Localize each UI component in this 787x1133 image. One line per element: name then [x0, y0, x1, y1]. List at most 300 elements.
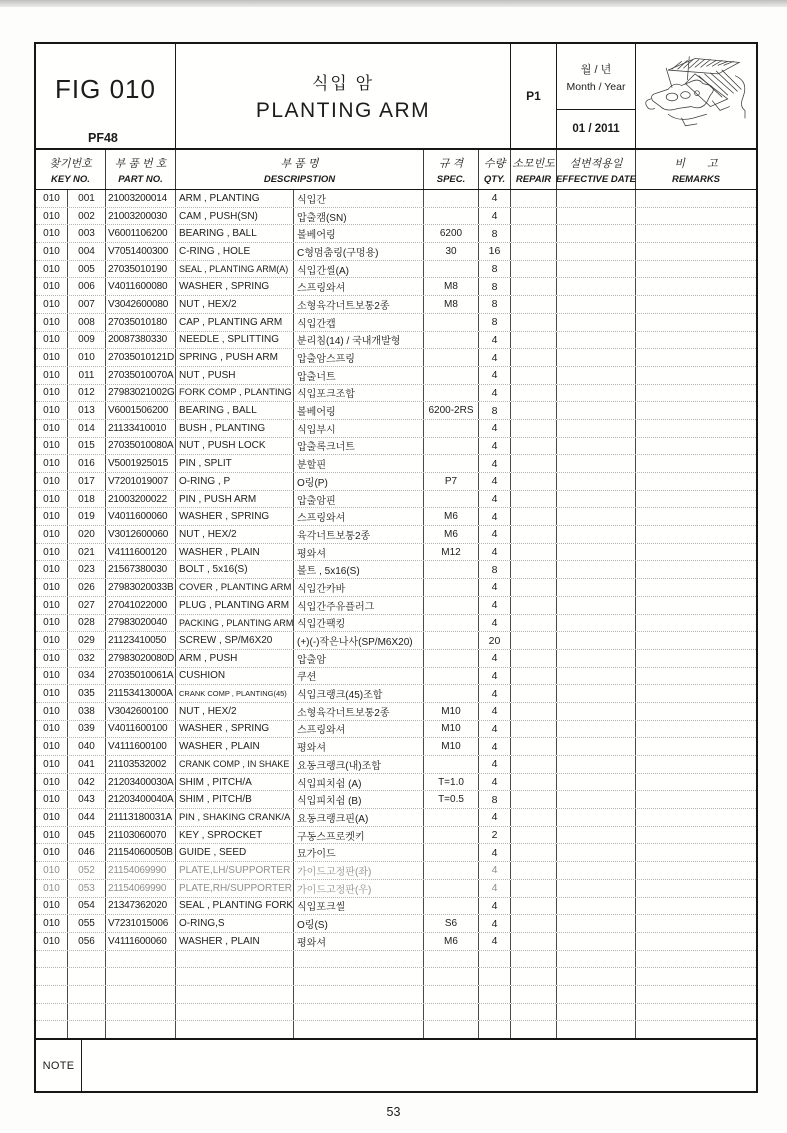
repair-cell [511, 526, 557, 543]
qty-cell: 8 [479, 314, 511, 331]
qty-cell: 4 [479, 933, 511, 950]
qty-cell [479, 968, 511, 985]
description-kr-cell: 요동크랭크(내)조합 [294, 756, 424, 773]
remarks-cell [636, 1004, 756, 1021]
table-row [36, 332, 756, 350]
part-no-cell: 21133410010 [106, 420, 176, 437]
key-fig-cell [36, 951, 68, 968]
title-block [36, 44, 756, 150]
col-spec-kr: 규 격 [438, 157, 464, 170]
col-repair-kr: 소모빈도 [512, 157, 555, 170]
key-no-cell: 004 [68, 243, 106, 260]
effective-date-cell [557, 508, 636, 525]
table-row [36, 261, 756, 279]
qty-cell: 4 [479, 898, 511, 915]
part-no-cell [106, 1004, 176, 1021]
part-no-cell: V4011600060 [106, 508, 176, 525]
part-no-cell [106, 951, 176, 968]
repair-cell [511, 951, 557, 968]
effective-date-cell [557, 561, 636, 578]
remarks-cell [636, 243, 756, 260]
repair-cell [511, 703, 557, 720]
spec-cell [424, 827, 479, 844]
col-qty-en: QTY. [483, 173, 506, 185]
description-en-cell: WASHER , PLAIN [176, 738, 294, 755]
repair-cell [511, 827, 557, 844]
qty-cell: 4 [479, 438, 511, 455]
repair-cell [511, 615, 557, 632]
spec-cell [424, 261, 479, 278]
key-fig-cell: 010 [36, 420, 68, 437]
title-cell [176, 44, 511, 148]
key-no-cell: 038 [68, 703, 106, 720]
description-kr-cell [294, 1004, 424, 1021]
key-no-cell: 026 [68, 579, 106, 596]
part-no-cell: 27983020080D [106, 650, 176, 667]
part-no-cell: 21203400040A [106, 791, 176, 808]
key-no-cell: 015 [68, 438, 106, 455]
key-no-cell: 043 [68, 791, 106, 808]
description-kr-cell: 압출너트 [294, 367, 424, 384]
description-kr-cell: 식입간주유플러그 [294, 597, 424, 614]
remarks-cell [636, 526, 756, 543]
spec-cell [424, 190, 479, 207]
part-no-cell: 21567380030 [106, 561, 176, 578]
qty-cell: 4 [479, 491, 511, 508]
effective-date-cell [557, 774, 636, 791]
table-row [36, 579, 756, 597]
qty-cell: 4 [479, 385, 511, 402]
page-title-english: PLANTING ARM [255, 99, 431, 122]
description-kr-cell: 식입간씰(A) [294, 261, 424, 278]
repair-cell [511, 314, 557, 331]
effective-date-cell [557, 332, 636, 349]
table-row [36, 898, 756, 916]
effective-date-cell [557, 632, 636, 649]
month-year-label-en: Month / Year [566, 80, 626, 93]
table-row [36, 526, 756, 544]
remarks-cell [636, 915, 756, 932]
remarks-cell [636, 208, 756, 225]
part-no-cell: V4111600060 [106, 933, 176, 950]
table-row [36, 685, 756, 703]
remarks-cell [636, 473, 756, 490]
spec-cell [424, 420, 479, 437]
description-kr-cell: 분리침(14) / 국내개발형 [294, 332, 424, 349]
qty-cell: 4 [479, 367, 511, 384]
repair-cell [511, 738, 557, 755]
spec-cell: M10 [424, 703, 479, 720]
remarks-cell [636, 491, 756, 508]
table-row [36, 473, 756, 491]
repair-cell [511, 809, 557, 826]
table-row [36, 438, 756, 456]
col-eff-en: EFFECTIVE DATE [555, 173, 637, 185]
qty-cell: 4 [479, 615, 511, 632]
table-row [36, 756, 756, 774]
part-no-cell: 27035010121D [106, 349, 176, 366]
description-en-cell: CUSHION [176, 668, 294, 685]
description-en-cell: PIN , SPLIT [176, 455, 294, 472]
description-en-cell: WASHER , PLAIN [176, 933, 294, 950]
table-row [36, 738, 756, 756]
description-en-cell: PLUG , PLANTING ARM [176, 597, 294, 614]
effective-date-cell [557, 225, 636, 242]
repair-cell [511, 544, 557, 561]
remarks-cell [636, 438, 756, 455]
remarks-cell [636, 190, 756, 207]
part-no-cell: V7231015006 [106, 915, 176, 932]
repair-cell [511, 455, 557, 472]
description-en-cell: BEARING , BALL [176, 225, 294, 242]
qty-cell: 4 [479, 190, 511, 207]
description-kr-cell: 식입부시 [294, 420, 424, 437]
remarks-cell [636, 986, 756, 1003]
description-kr-cell: 평와셔 [294, 544, 424, 561]
qty-cell: 4 [479, 809, 511, 826]
qty-cell: 4 [479, 455, 511, 472]
remarks-cell [636, 261, 756, 278]
repair-cell [511, 968, 557, 985]
table-row [36, 544, 756, 562]
remarks-cell [636, 703, 756, 720]
repair-cell [511, 438, 557, 455]
part-no-cell: 21003200030 [106, 208, 176, 225]
key-no-cell: 034 [68, 668, 106, 685]
repair-cell [511, 225, 557, 242]
key-no-cell [68, 986, 106, 1003]
key-no-cell: 044 [68, 809, 106, 826]
qty-cell [479, 951, 511, 968]
part-no-cell: V4011600100 [106, 721, 176, 738]
table-row [36, 561, 756, 579]
key-fig-cell: 010 [36, 278, 68, 295]
description-en-cell: SEAL , PLANTING FORK [176, 898, 294, 915]
key-fig-cell: 010 [36, 579, 68, 596]
key-fig-cell: 010 [36, 933, 68, 950]
key-no-cell: 053 [68, 880, 106, 897]
key-no-cell: 007 [68, 296, 106, 313]
table-row [36, 933, 756, 951]
repair-cell [511, 420, 557, 437]
description-kr-cell: 압출암 [294, 650, 424, 667]
effective-date-cell [557, 314, 636, 331]
remarks-cell [636, 951, 756, 968]
part-no-cell: V4111600100 [106, 738, 176, 755]
description-en-cell: FORK COMP , PLANTING [176, 385, 294, 402]
key-fig-cell: 010 [36, 703, 68, 720]
description-kr-cell: 식입포크씰 [294, 898, 424, 915]
key-no-cell [68, 1004, 106, 1021]
description-kr-cell: 육각너트보통2종 [294, 526, 424, 543]
qty-cell: 4 [479, 208, 511, 225]
description-kr-cell: 식입간팩킹 [294, 615, 424, 632]
fig-label: FIG 010 [55, 73, 156, 104]
key-no-cell: 002 [68, 208, 106, 225]
effective-date-cell [557, 261, 636, 278]
col-header-key-no [36, 150, 106, 189]
description-en-cell: C-RING , HOLE [176, 243, 294, 260]
col-header-description [176, 150, 424, 189]
table-row [36, 774, 756, 792]
table-row [36, 508, 756, 526]
key-fig-cell: 010 [36, 827, 68, 844]
spec-cell [424, 809, 479, 826]
table-row [36, 243, 756, 261]
remarks-cell [636, 880, 756, 897]
col-header-remarks [636, 150, 756, 189]
key-fig-cell [36, 1004, 68, 1021]
description-en-cell: NUT , HEX/2 [176, 703, 294, 720]
key-fig-cell: 010 [36, 243, 68, 260]
description-kr-cell [294, 951, 424, 968]
spec-cell [424, 756, 479, 773]
remarks-cell [636, 933, 756, 950]
description-en-cell: COVER , PLANTING ARM [176, 579, 294, 596]
qty-cell: 2 [479, 827, 511, 844]
part-no-cell: V7051400300 [106, 243, 176, 260]
spec-cell: M10 [424, 738, 479, 755]
col-header-qty [479, 150, 511, 189]
table-row [36, 208, 756, 226]
repair-cell [511, 756, 557, 773]
spec-cell: M10 [424, 721, 479, 738]
key-no-cell: 055 [68, 915, 106, 932]
table-row [36, 615, 756, 633]
spec-cell: 30 [424, 243, 479, 260]
part-no-cell: 21203400030A [106, 774, 176, 791]
description-en-cell: SCREW , SP/M6X20 [176, 632, 294, 649]
description-en-cell: WASHER , PLAIN [176, 544, 294, 561]
description-en-cell: CAP , PLANTING ARM [176, 314, 294, 331]
description-en-cell: ARM , PUSH [176, 650, 294, 667]
qty-cell: 16 [479, 243, 511, 260]
part-no-cell: 27035010180 [106, 314, 176, 331]
key-fig-cell: 010 [36, 473, 68, 490]
table-row [36, 278, 756, 296]
part-no-cell: 27041022000 [106, 597, 176, 614]
key-no-cell: 001 [68, 190, 106, 207]
key-no-cell: 012 [68, 385, 106, 402]
description-en-cell: GUIDE , SEED [176, 844, 294, 861]
description-kr-cell: 스프링와셔 [294, 278, 424, 295]
key-fig-cell: 010 [36, 526, 68, 543]
repair-cell [511, 632, 557, 649]
spec-cell [424, 455, 479, 472]
key-fig-cell: 010 [36, 756, 68, 773]
spec-cell: T=0.5 [424, 791, 479, 808]
key-no-cell: 035 [68, 685, 106, 702]
effective-date-cell [557, 296, 636, 313]
repair-cell [511, 296, 557, 313]
key-fig-cell: 010 [36, 915, 68, 932]
col-header-effective-date [557, 150, 636, 189]
col-desc-kr: 부 품 명 [280, 157, 319, 170]
key-no-cell [68, 968, 106, 985]
description-kr-cell: O링(P) [294, 473, 424, 490]
spec-cell [424, 668, 479, 685]
key-no-cell: 013 [68, 402, 106, 419]
table-row [36, 791, 756, 809]
part-no-cell: 27035010070A [106, 367, 176, 384]
spec-cell [424, 349, 479, 366]
table-row [36, 632, 756, 650]
remarks-cell [636, 579, 756, 596]
qty-cell: 20 [479, 632, 511, 649]
key-fig-cell: 010 [36, 721, 68, 738]
description-en-cell: O-RING,S [176, 915, 294, 932]
description-kr-cell: C형멈춤링(구멍용) [294, 243, 424, 260]
key-fig-cell [36, 968, 68, 985]
part-no-cell: V3012600060 [106, 526, 176, 543]
key-fig-cell [36, 1021, 68, 1038]
effective-date-cell [557, 597, 636, 614]
key-fig-cell: 010 [36, 314, 68, 331]
key-no-cell: 054 [68, 898, 106, 915]
effective-date-cell [557, 933, 636, 950]
remarks-cell [636, 278, 756, 295]
remarks-cell [636, 756, 756, 773]
remarks-cell [636, 668, 756, 685]
part-no-cell [106, 968, 176, 985]
table-row [36, 385, 756, 403]
remarks-cell [636, 791, 756, 808]
qty-cell: 4 [479, 508, 511, 525]
spec-cell [424, 880, 479, 897]
month-year-labels [557, 44, 635, 110]
description-en-cell: KEY , SPROCKET [176, 827, 294, 844]
qty-cell: 4 [479, 332, 511, 349]
effective-date-cell [557, 756, 636, 773]
qty-cell: 4 [479, 420, 511, 437]
machine-sketch-cell [636, 44, 756, 148]
remarks-cell [636, 632, 756, 649]
col-repair-en: REPAIR [515, 173, 552, 185]
remarks-cell [636, 774, 756, 791]
spec-cell [424, 314, 479, 331]
part-no-cell: 21103060070 [106, 827, 176, 844]
key-no-cell: 010 [68, 349, 106, 366]
key-fig-cell: 010 [36, 738, 68, 755]
table-row [36, 402, 756, 420]
remarks-cell [636, 296, 756, 313]
note-box [36, 1040, 756, 1091]
qty-cell: 4 [479, 526, 511, 543]
qty-cell: 4 [479, 703, 511, 720]
description-en-cell: BOLT , 5x16(S) [176, 561, 294, 578]
remarks-cell [636, 844, 756, 861]
key-no-cell: 017 [68, 473, 106, 490]
planting-machine-sketch-icon [638, 47, 754, 145]
spec-cell [424, 632, 479, 649]
table-row [36, 597, 756, 615]
description-kr-cell: 식입간캡 [294, 314, 424, 331]
qty-cell: 8 [479, 561, 511, 578]
effective-date-cell [557, 420, 636, 437]
empty-row [36, 986, 756, 1004]
effective-date-cell [557, 721, 636, 738]
qty-cell: 8 [479, 261, 511, 278]
spec-cell: 6200-2RS [424, 402, 479, 419]
effective-date-cell [557, 685, 636, 702]
col-desc-en: DESCRIPSTION [263, 173, 336, 185]
remarks-cell [636, 349, 756, 366]
key-fig-cell: 010 [36, 438, 68, 455]
repair-cell [511, 1004, 557, 1021]
repair-cell [511, 385, 557, 402]
remarks-cell [636, 721, 756, 738]
repair-cell [511, 332, 557, 349]
part-no-cell: 27035010190 [106, 261, 176, 278]
table-row [36, 721, 756, 739]
part-no-cell: 21113180031A [106, 809, 176, 826]
key-fig-cell: 010 [36, 880, 68, 897]
qty-cell: 4 [479, 880, 511, 897]
qty-cell [479, 986, 511, 1003]
key-fig-cell: 010 [36, 455, 68, 472]
description-kr-cell: 가이드고정판(좌) [294, 862, 424, 879]
qty-cell: 4 [479, 844, 511, 861]
spec-cell: M8 [424, 278, 479, 295]
table-row [36, 668, 756, 686]
part-no-cell: V6001506200 [106, 402, 176, 419]
spec-cell: M6 [424, 526, 479, 543]
key-fig-cell: 010 [36, 650, 68, 667]
description-kr-cell [294, 968, 424, 985]
repair-cell [511, 243, 557, 260]
key-no-cell [68, 1021, 106, 1038]
spec-cell [424, 898, 479, 915]
description-kr-cell: 식입크랭크(45)조합 [294, 685, 424, 702]
qty-cell: 4 [479, 756, 511, 773]
key-no-cell: 029 [68, 632, 106, 649]
repair-cell [511, 208, 557, 225]
repair-cell [511, 668, 557, 685]
part-no-cell: V7201019007 [106, 473, 176, 490]
remarks-cell [636, 420, 756, 437]
description-kr-cell: 소형육각너트보통2종 [294, 296, 424, 313]
description-kr-cell: 볼베어링 [294, 225, 424, 242]
repair-cell [511, 844, 557, 861]
repair-cell [511, 190, 557, 207]
qty-cell: 8 [479, 791, 511, 808]
spec-cell [424, 685, 479, 702]
description-kr-cell: 식입피치쉼 (B) [294, 791, 424, 808]
effective-date-cell [557, 1004, 636, 1021]
repair-cell [511, 774, 557, 791]
qty-cell: 8 [479, 402, 511, 419]
remarks-cell [636, 827, 756, 844]
remarks-cell [636, 561, 756, 578]
key-fig-cell: 010 [36, 561, 68, 578]
effective-date-cell [557, 898, 636, 915]
effective-date-cell [557, 738, 636, 755]
key-no-cell: 008 [68, 314, 106, 331]
table-row [36, 809, 756, 827]
description-en-cell: PIN , PUSH ARM [176, 491, 294, 508]
qty-cell: 8 [479, 278, 511, 295]
key-fig-cell: 010 [36, 844, 68, 861]
col-remarks-en: REMARKS [671, 173, 721, 185]
description-kr-cell: O링(S) [294, 915, 424, 932]
table-row [36, 703, 756, 721]
qty-cell: 4 [479, 597, 511, 614]
remarks-cell [636, 968, 756, 985]
remarks-cell [636, 1021, 756, 1038]
effective-date-cell [557, 1021, 636, 1038]
effective-date-cell [557, 455, 636, 472]
part-no-cell: 20087380330 [106, 332, 176, 349]
